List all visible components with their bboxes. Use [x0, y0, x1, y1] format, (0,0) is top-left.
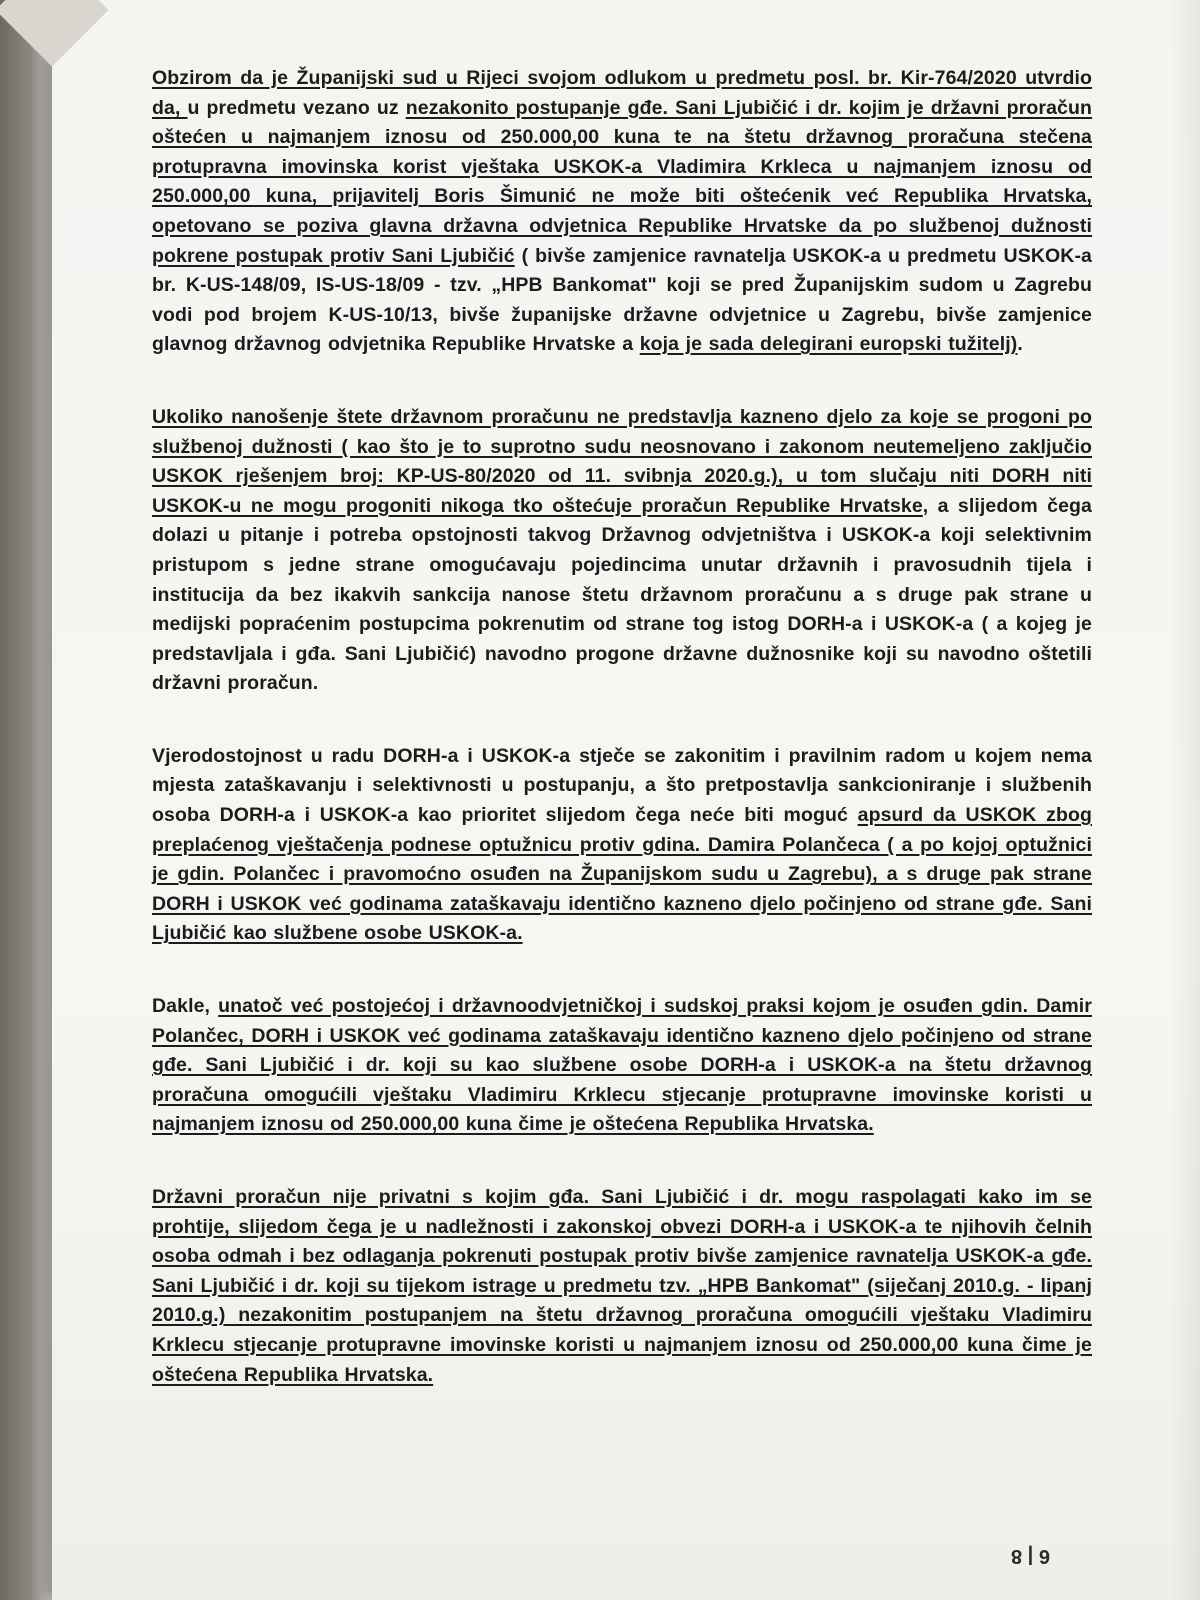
paragraph-text: Državni proračun nije privatni s kojim gđa. Sani Ljubičić i dr. mogu raspolagati kako im se prohtije, slijedom čega je u nadležnosti i zakonskoj obvezi DORH-a i USKOK-a te njihovih čelnih osoba odmah i bez odlaganja pokrenuti postupak protiv bivše zamjenice ravnatelja USKOK-a gđe. Sani Ljubičić i dr. koji su tijekom istrage u predmetu tzv. „HPB Bankomat" (siječanj 2010.g. - lipanj 2010.g.) nezakonitim postupanjem na štetu državnog proračuna omogućili vještaku Vladimiru Krklecu stjecanje protupravne imovinske koristi u najmanjem iznosu od 250.000,00 kuna čime je oštećena Republika Hrvatska. [152, 1186, 1092, 1386]
page-number: 6 | 8 [1011, 1545, 1050, 1567]
paragraph-text: koja je sada delegirani europski tužitelj) [639, 333, 1018, 356]
paragraph-1 [152, 64, 1092, 360]
paragraph-2 [152, 403, 1092, 699]
paragraph-text: Vjerodostojnost u radu DORH-a i USKOK-a stječe se zakonitim i pravilnim radom u kojem nema mjesta zataškavanju i selektivnosti u postupanju, a što pretpostavlja sankcioniranje i službenih osoba DORH-a i USKOK-a kao prioritet slijedom čega neće biti moguć [152, 744, 1092, 827]
paragraph-text: unatoč već postojećoj i državnoodvjetničkoj i sudskoj praksi kojom je osuđen gdin. Damir Polančec, DORH i USKOK već godinama zataškavaju identično kazneno djelo počinjeno od strane gđe. Sani Ljubičić i dr. koji su kao službene osobe DORH-a i USKOK-a na štetu državnog proračuna omogućili vještaku Vladimiru Krklecu stjecanje protupravne imovinske koristi u najmanjem iznosu od 250.000,00 kuna čime je oštećena Republika Hrvatska. [152, 995, 1092, 1136]
paragraph-text: Dakle, [152, 995, 219, 1018]
paragraph-text: . [1017, 333, 1023, 356]
folded-corner [0, 0, 109, 67]
paragraph-text: apsurd da USKOK zbog preplaćenog vještačenja podnese optužnicu protiv gdina. Damira Polančeca ( a po kojoj optužnici je gdin. Polančec i pravomoćno osuđen na Županijskom sudu u Zagrebu), a s druge pak strane DORH i USKOK već godinama zataškavaju identično kazneno djelo počinjeno od strane gđe. Sani Ljubičić kao službene osobe USKOK-a. [152, 804, 1092, 945]
paragraph-4 [152, 992, 1092, 1140]
document-body [152, 64, 1092, 1433]
paragraph-text: , a slijedom čega dolazi u pitanje i potreba opstojnosti takvog Državnog odvjetništva i USKOK-a koji selektivnim pristupom s jedne strane omogućavaju pojedincima unutar državnih i pravosudnih tijela i institucija da bez ikakvih sankcija nanose štetu državnom proračunu a s druge pak strane u medijski popraćenim postupcima pokrenutim od strane tog istog DORH-a i USKOK-a ( a kojeg je predstavljala i gđa. Sani Ljubičić) navodno progone državne dužnosnike koji su navodno oštetili državni proračun. [152, 494, 1092, 695]
paragraph-text: Ukoliko nanošenje štete državnom proračunu ne predstavlja kazneno djelo za koje se progoni po službenoj dužnosti ( kao što je to suprotno sudu neosnovano i zakonom neutemeljeno zaključio USKOK rješenjem broj: KP-US-80/2020 od 11. svibnja 2020.g.), u tom slučaju niti DORH niti USKOK-u ne mogu progoniti nikoga tko oštećuje proračun Republike Hrvatske [152, 405, 1092, 517]
paragraph-text: Obzirom da je Županijski sud u Rijeci svojom odlukom u predmetu posl. br. Kir-764/2020 utvrdio da, [152, 67, 1092, 119]
paragraph-text: nezakonito postupanje gđe. Sani Ljubičić i dr. kojim je državni proračun oštećen u najmanjem iznosu od 250.000,00 kuna te na štetu državnog proračuna stečena protupravna imovinska korist vještaka USKOK-a Vladimira Krkleca u najmanjem iznosu od 250.000,00 kuna, prijavitelj Boris Šimunić ne može biti oštećenik već Republika Hrvatska, opetovano se poziva glavna državna odvjetnica Republike Hrvatske da po službenoj dužnosti pokrene postupak protiv Sani Ljubičić [152, 96, 1092, 267]
paper-sheet [52, 0, 1200, 1600]
paragraph-5 [152, 1183, 1092, 1390]
edge-shadow [1170, 0, 1200, 1600]
paragraph-text: u predmetu vezano uz [187, 96, 406, 119]
paragraph-text: ( bivše zamjenice ravnatelja USKOK-a u predmetu USKOK-a br. K-US-148/09, IS-US-18/09 - tzv. „HPB Bankomat" koji se pred Županijskim sudom u Zagrebu vodi pod brojem K-US-10/13, bivše županijske državne odvjetnice u Zagrebu, bivše zamjenice glavnog državnog odvjetnika Republike Hrvatske a [152, 244, 1092, 356]
paragraph-3 [152, 742, 1092, 949]
